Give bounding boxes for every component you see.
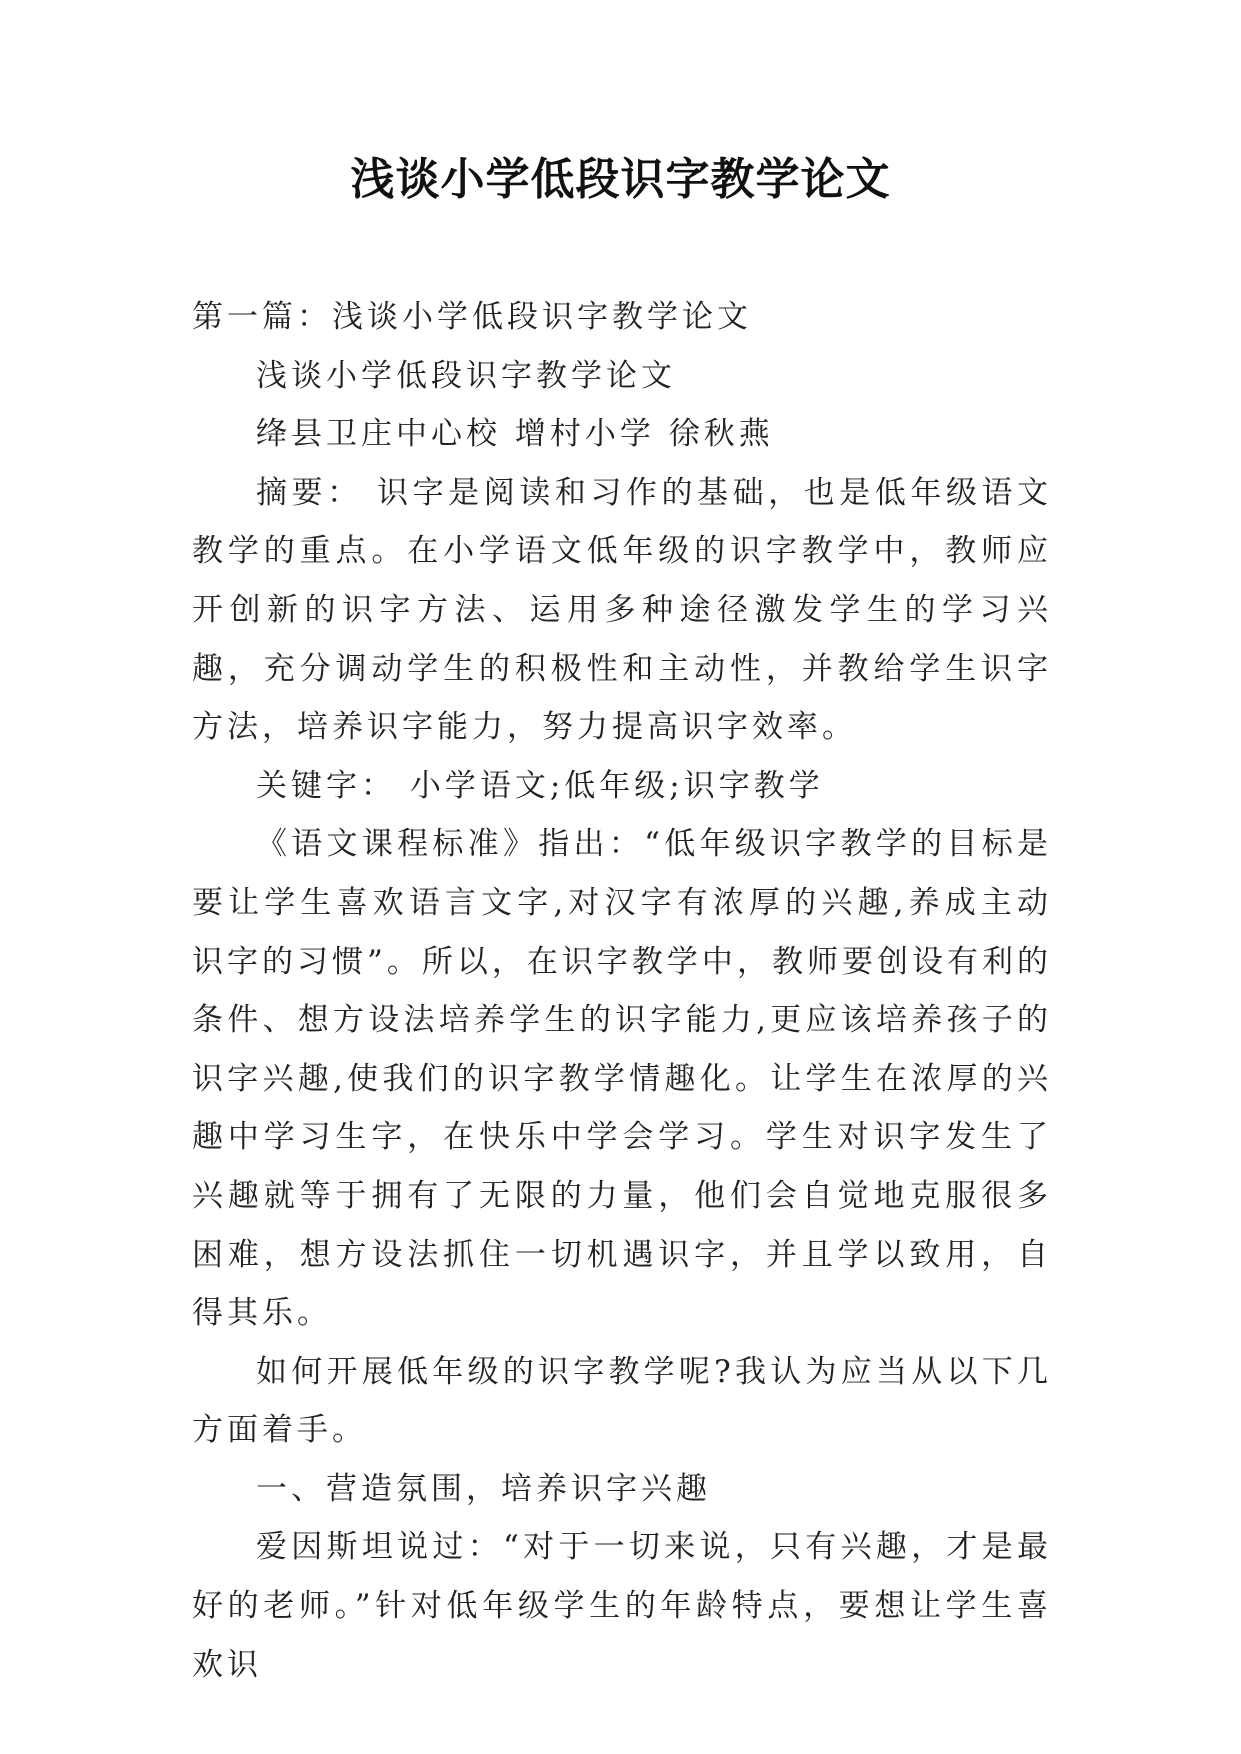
paragraph-body: 《语文课程标准》指出：“低年级识字教学的目标是要让学生喜欢语言文字,对汉字有浓厚的兴趣,养成主动识字的习惯”。所以，在识字教学中，教师要创设有利的条件、想方设法培养学生的识字能力,更应该培养孩子的识字兴趣,使我们的识字教学情趣化。让学生在浓厚的兴趣中学习生字，在快乐中学会学习。学生对识字发生了兴趣就等于拥有了无限的力量，他们会自觉地克服很多困难，想方设法抓住一切机遇识字，并且学以致用，自得其乐。 <box>192 826 1052 1332</box>
paragraph-keywords: 关键字： 小学语文;低年级;识字教学 <box>256 767 824 804</box>
document-title: 浅谈小学低段识字教学论文 <box>350 154 891 205</box>
paragraph-article-title: 浅谈小学低段识字教学论文 <box>256 357 676 394</box>
paragraph-subheading: 一、营造氛围，培养识字兴趣 <box>256 1470 711 1507</box>
document-body <box>192 288 1052 1694</box>
paragraph-abstract: 摘要： 识字是阅读和习作的基础，也是低年级语文教学的重点。在小学语文低年级的识字教学中，教师应开创新的识字方法、运用多种途径激发学生的学习兴趣，充分调动学生的积极性和主动性，并教给学生识字方法，培养识字能力，努力提高识字效率。 <box>192 474 1052 746</box>
paragraph-body: 如何开展低年级的识字教学呢?我认为应当从以下几方面着手。 <box>192 1353 1052 1449</box>
paragraph-body: 爱因斯坦说过：“对于一切来说，只有兴趣，才是最好的老师。”针对低年级学生的年龄特点，要想让学生喜欢识 <box>192 1529 1052 1683</box>
paragraph-author-line: 绛县卫庄中心校 增村小学 徐秋燕 <box>256 416 774 453</box>
paragraph-section-heading: 第一篇：浅谈小学低段识字教学论文 <box>192 299 752 335</box>
